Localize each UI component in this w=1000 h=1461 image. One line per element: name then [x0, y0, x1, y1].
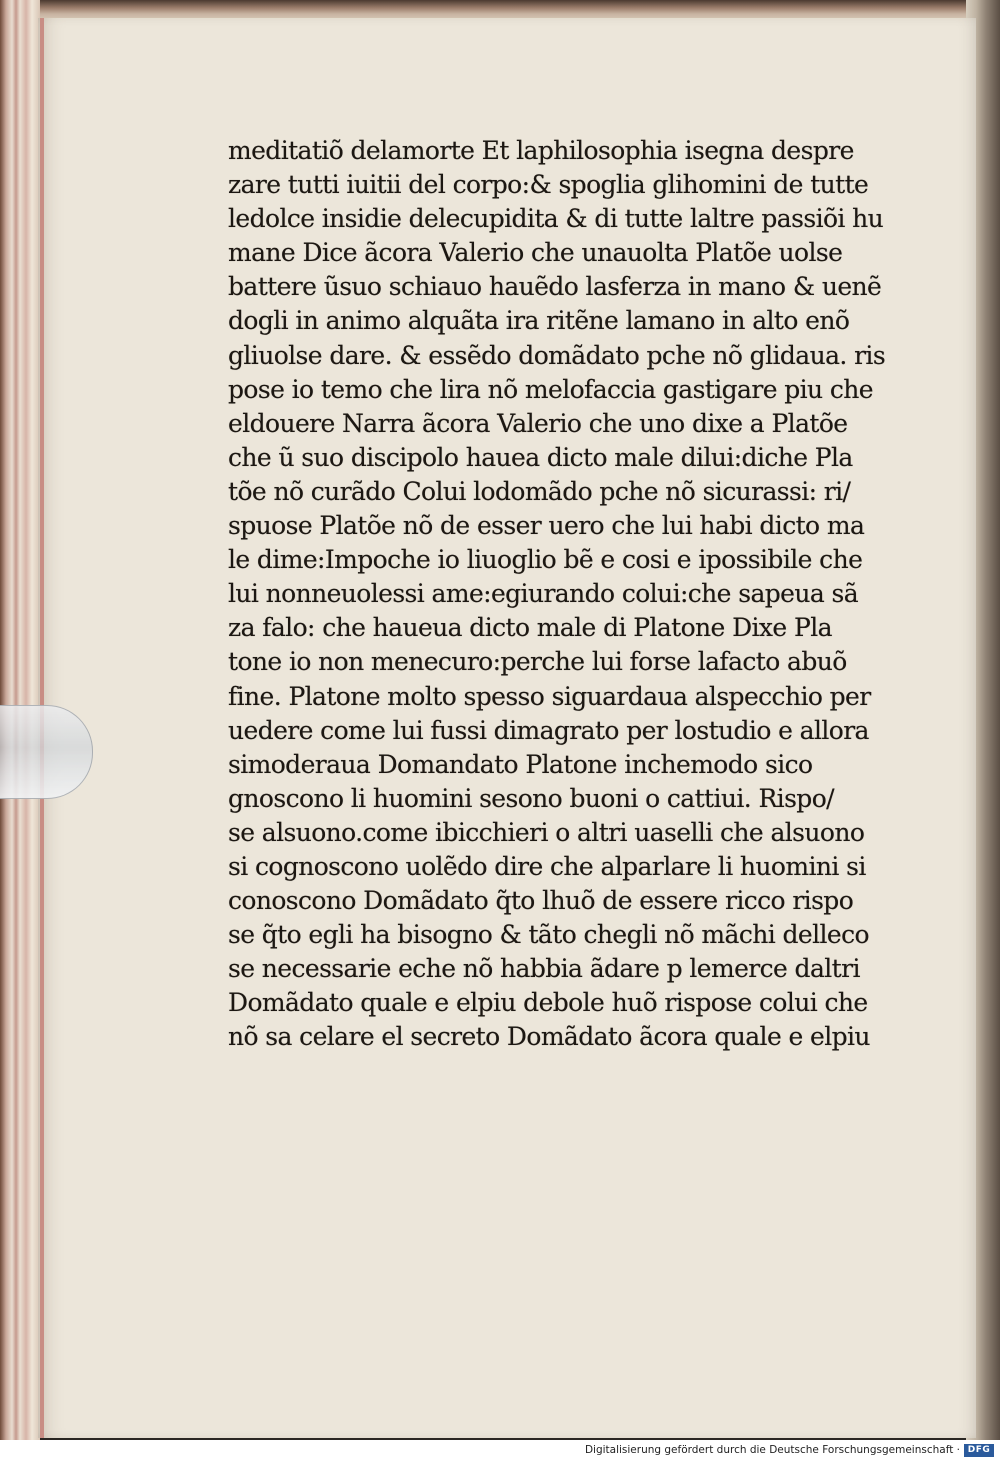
footer-bar: [0, 1440, 1000, 1461]
text-line: eldouere Narra ãcora Valerio che uno dixe a Platõe: [228, 408, 848, 438]
page-text: [228, 134, 886, 1055]
text-line: gliuolse dare. & essẽdo domãdato pche nõ glidaua. ris: [228, 340, 886, 370]
text-line: meditatiõ delamorte Et laphilosophia isegna despre: [228, 136, 854, 165]
text-line: za falo: che haueua dicto male di Platone Dixe Pla: [228, 613, 832, 643]
text-line: battere ũsuo schiauo hauẽdo lasferza in mano & uenẽ: [228, 272, 882, 302]
text-line: tone io non menecuro:perche lui forse lafacto abuõ: [228, 647, 847, 677]
text-line: nõ sa celare el secreto Domãdato ãcora quale e elpiu: [228, 1022, 870, 1052]
text-line: Domãdato quale e elpiu debole huõ rispose colui che: [228, 988, 868, 1018]
text-line: ledolce insidie delecupidita & di tutte laltre passiõi hu: [228, 204, 884, 234]
text-line: simoderaua Domandato Platone inchemodo sico: [228, 749, 813, 779]
text-line: le dime:Impoche io liuoglio bẽ e cosi e ipossibile che: [228, 545, 863, 575]
text-line: fine. Platone molto spesso siguardaua alspecchio per: [228, 681, 871, 711]
text-line: pose io temo che lira nõ melofaccia gastigare piu che: [228, 374, 873, 404]
text-line: zare tutti iuitii del corpo:& spoglia glihomini de tutte: [228, 170, 869, 200]
text-line: gnoscono li huomini sesono buoni o cattiui. Rispo/: [228, 783, 834, 813]
text-line: se q̃to egli ha bisogno & tãto chegli nõ mãchi delleco: [228, 920, 869, 950]
text-line: uedere come lui fussi dimagrato per lostudio e allora: [228, 715, 869, 745]
text-line: se necessarie eche nõ habbia ãdare p lemerce daltri: [228, 954, 860, 984]
text-line: conoscono Domãdato q̃to lhuõ de essere ricco rispo: [228, 886, 854, 916]
text-line: si cognoscono uolẽdo dire che alparlare li huomini si: [228, 851, 866, 881]
footer-credit: Digitalisierung gefördert durch die Deutsche Forschungsgemeinschaft ·: [584, 1444, 960, 1456]
text-line: tõe nõ curãdo Colui lodomãdo pche nõ sicurassi: ri/: [228, 476, 851, 506]
text-line: lui nonneuolessi ame:egiurando colui:che sapeua sã: [228, 579, 859, 609]
page-clip-icon: [0, 705, 93, 799]
text-line: spuose Platõe nõ de esser uero che lui habi dicto ma: [228, 511, 865, 541]
dfg-logo-icon: DFG: [964, 1444, 994, 1457]
text-line: dogli in animo alquãta ira ritẽne lamano in alto enõ: [228, 306, 850, 336]
text-line: che ũ suo discipolo hauea dicto male dilui:diche Pla: [228, 442, 853, 472]
text-line: se alsuono.come ibicchieri o altri uaselli che alsuono: [228, 817, 865, 847]
text-line: mane Dice ãcora Valerio che unauolta Platõe uolse: [228, 238, 843, 268]
